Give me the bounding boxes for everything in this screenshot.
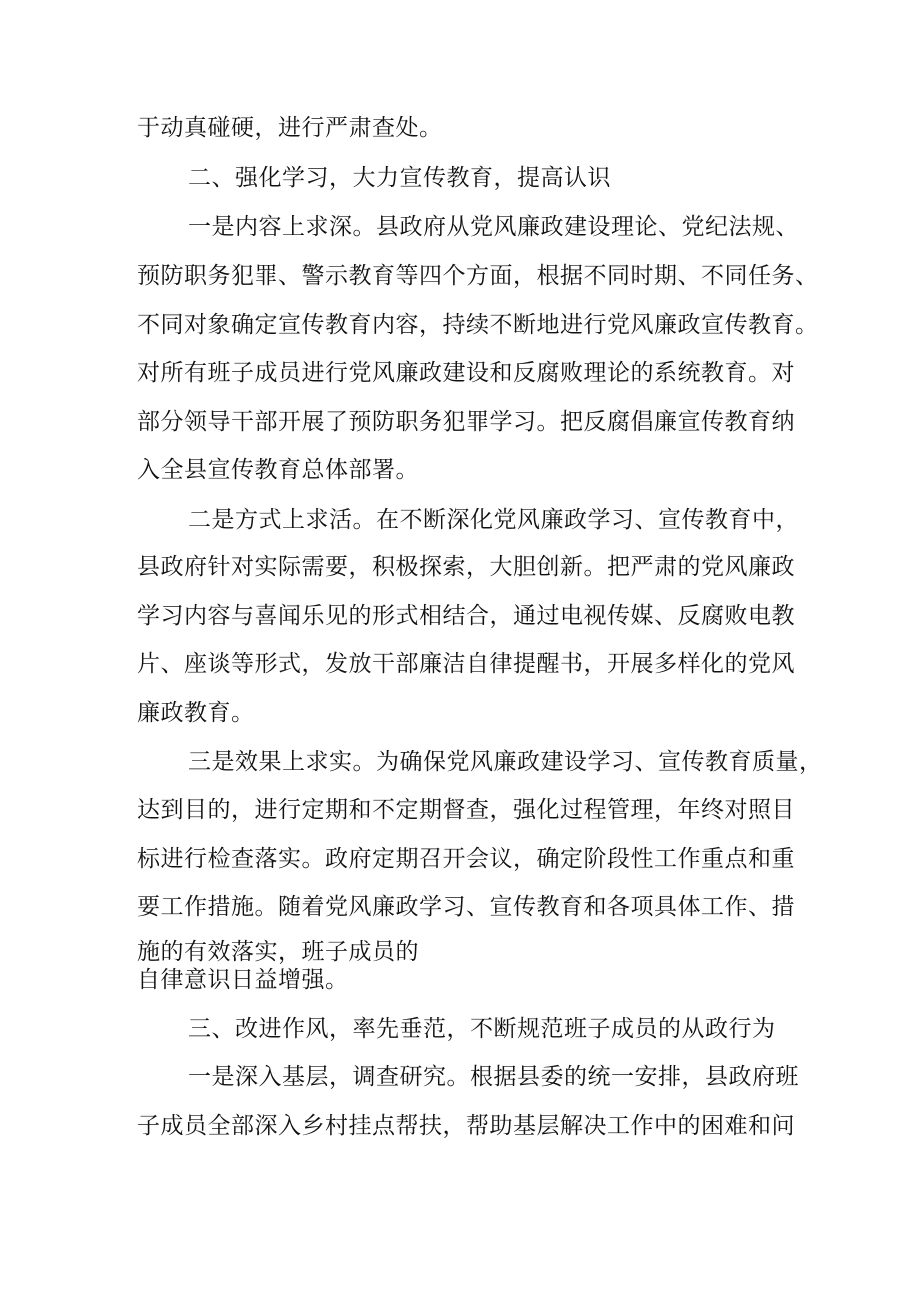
text-line: 预防职务犯罪、警示教育等四个方面，根据不同时期、不同任务、 [137,263,819,289]
text-line: 入全县宣传教育总体部署。 [137,457,419,483]
text-line: 自律意识日益增强。 [137,967,349,993]
text-line: 对所有班子成员进行党风廉政建设和反腐败理论的系统教育。对 [137,360,795,386]
text-line: 标进行检查落实。政府定期召开会议，确定阶段性工作重点和重 [137,846,795,872]
text-line: 不同对象确定宣传教育内容，持续不断地进行党风廉政宣传教育。 [137,312,819,338]
text-line: 子成员全部深入乡村挂点帮扶，帮助基层解决工作中的困难和问 [137,1113,795,1139]
text-line: 学习内容与喜闻乐见的形式相结合，通过电视传媒、反腐败电教 [137,603,795,629]
text-line: 一是内容上求深。县政府从党风廉政建设理论、党纪法规、 [188,214,799,240]
section-heading: 三、改进作风，率先垂范，不断规范班子成员的从政行为 [188,1016,776,1042]
text-line: 施的有效落实，班子成员的 [137,939,419,965]
text-line: 廉政教育。 [137,700,255,726]
text-line: 达到目的，进行定期和不定期督查，强化过程管理，年终对照目 [137,797,795,823]
text-line: 一是深入基层，调查研究。根据县委的统一安排，县政府班 [188,1064,799,1090]
text-line: 三是效果上求实。为确保党风廉政建设学习、宣传教育质量， [188,749,823,775]
text-line: 部分领导干部开展了预防职务犯罪学习。把反腐倡廉宣传教育纳 [137,409,795,435]
text-line: 片、座谈等形式，发放干部廉洁自律提醒书，开展多样化的党风 [137,651,795,677]
text-line: 县政府针对实际需要，积极探索，大胆创新。把严肃的党风廉政 [137,554,795,580]
text-line: 要工作措施。随着党风廉政学习、宣传教育和各项具体工作、措 [137,894,795,920]
text-line: 二是方式上求活。在不断深化党风廉政学习、宣传教育中， [188,507,799,533]
section-heading: 二、强化学习，大力宣传教育，提高认识 [188,165,611,191]
text-line: 于动真碰硬，进行严肃查处。 [137,115,443,141]
